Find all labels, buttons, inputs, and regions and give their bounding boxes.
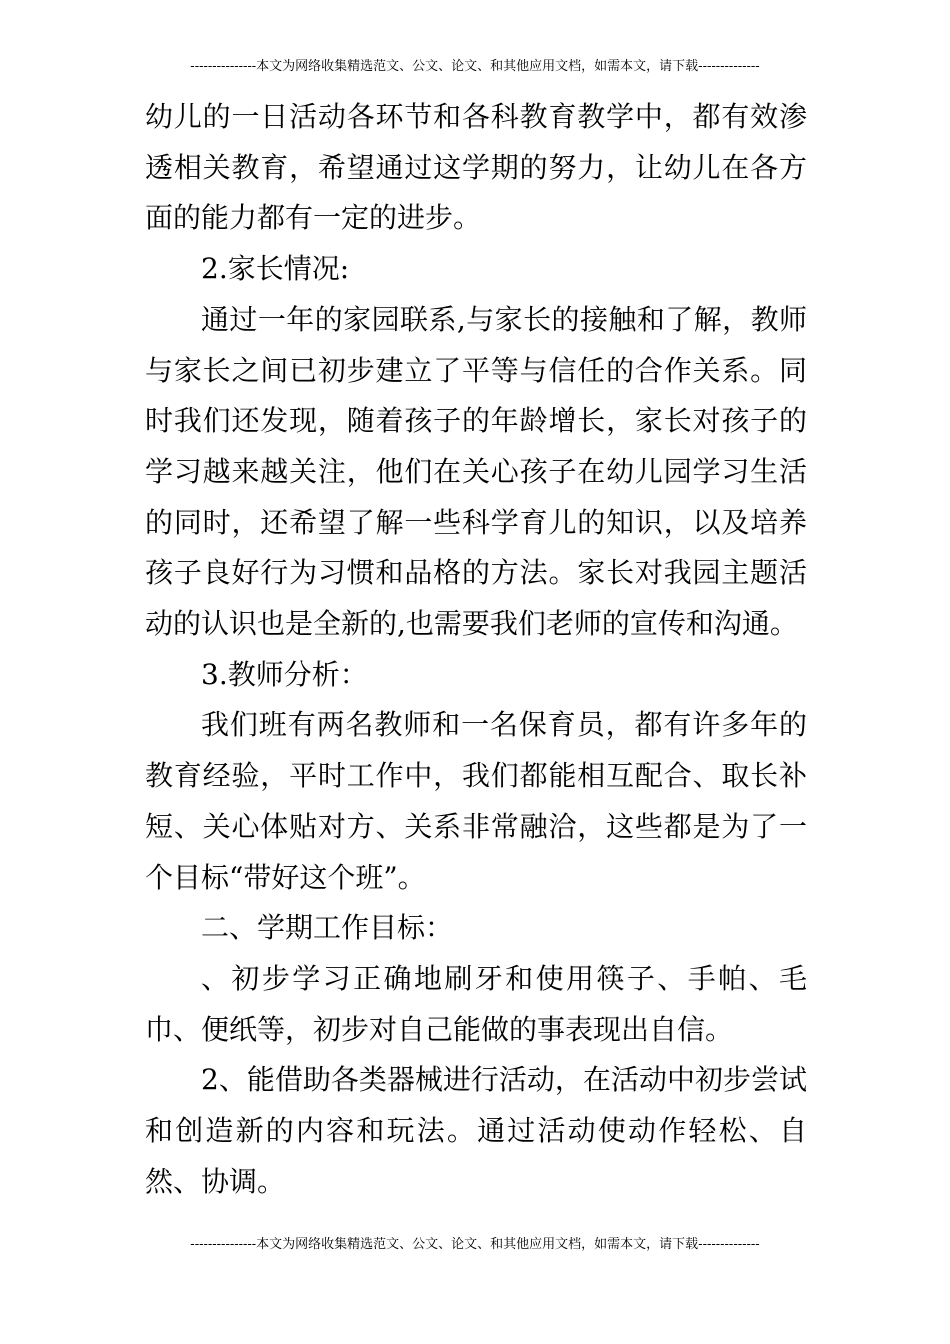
- document-body: [145, 92, 807, 1207]
- paragraph-teacher-analysis: 我们班有两名教师和一名保育员，都有许多年的教育经验，平时工作中，我们都能相互配合、取长补短、关心体贴对方、关系非常融洽，这些都是为了一个目标“带好这个班”。: [145, 708, 807, 894]
- paragraph-continuation: 幼儿的一日活动各环节和各科教育教学中，都有效渗透相关教育，希望通过这学期的努力，让幼儿在各方面的能力都有一定的进步。: [145, 100, 807, 235]
- footer-note: ---------------本文为网络收集精选范文、公文、论文、和其他应用文档，如需本文，请下载--------------: [190, 1237, 760, 1252]
- paragraph-goal-2: 2、能借助各类器械进行活动，在活动中初步尝试和创造新的内容和玩法。通过活动使动作轻松、自然、协调。: [145, 1063, 807, 1198]
- heading-teacher-analysis: 3.教师分析：: [201, 657, 368, 691]
- heading-semester-goals: 二、学期工作目标：: [201, 911, 454, 945]
- paragraph-goal-1: 、初步学习正确地刷牙和使用筷子、手帕、毛巾、便纸等，初步对自己能做的事表现出自信。: [145, 961, 807, 1046]
- heading-parent-situation: 2.家长情况:: [201, 252, 350, 286]
- paragraph-parent-situation: 通过一年的家园联系,与家长的接触和了解，教师与家长之间已初步建立了平等与信任的合作关系。同时我们还发现，随着孩子的年龄增长，家长对孩子的学习越来越关注，他们在关心孩子在幼儿园学习生活的同时，还希望了解一些科学育儿的知识，以及培养孩子良好行为习惯和品格的方法。家长对我园主题活动的认识也是全新的,也需要我们老师的宣传和沟通。: [145, 302, 807, 641]
- header-note: ---------------本文为网络收集精选范文、公文、论文、和其他应用文档，如需本文，请下载--------------: [190, 59, 760, 74]
